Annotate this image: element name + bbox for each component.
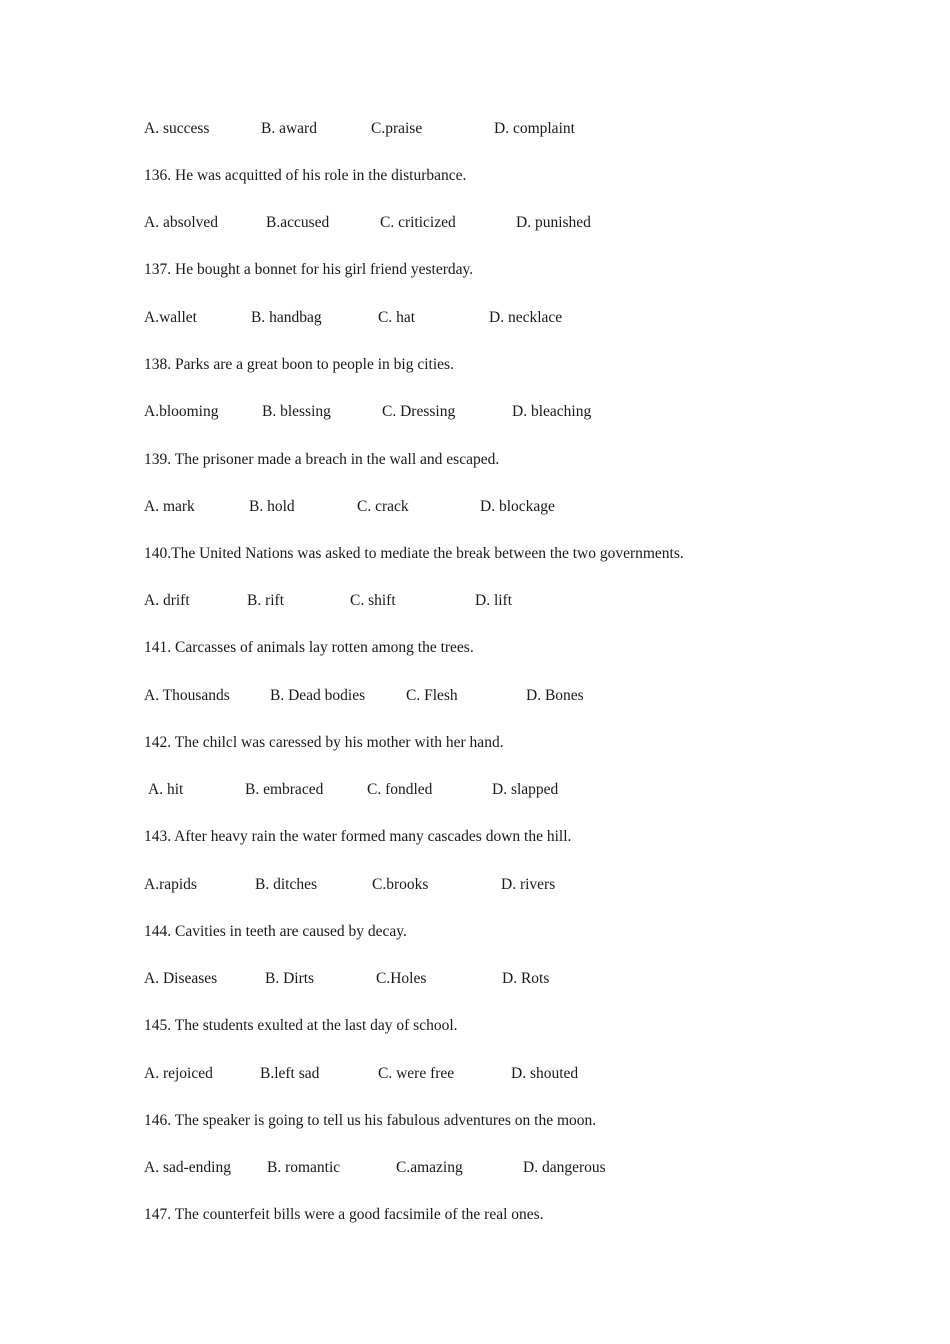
option-a: A. absolved [144, 214, 219, 231]
option-c: C. were free [378, 1065, 455, 1082]
option-d: D. Bones [526, 687, 584, 704]
option-d: D. dangerous [523, 1159, 606, 1176]
option-b: B. Dead bodies [270, 687, 366, 704]
option-b: B.left sad [260, 1065, 320, 1082]
option-b: B. romantic [267, 1159, 341, 1176]
option-a: A.wallet [144, 309, 197, 326]
option-a: A. Thousands [144, 687, 230, 704]
option-b: B. hold [249, 498, 295, 515]
question-140: 140.The United Nations was asked to mediate the break between the two governments. [144, 545, 684, 562]
option-b: B. embraced [245, 781, 324, 798]
option-a: A. mark [144, 498, 195, 515]
option-d: D. rivers [501, 876, 556, 893]
question-136: 136. He was acquitted of his role in the disturbance. [144, 167, 467, 184]
option-d: D. lift [475, 592, 513, 609]
question-146: 146. The speaker is going to tell us his fabulous adventures on the moon. [144, 1112, 597, 1129]
question-139: 139. The prisoner made a breach in the wall and escaped. [144, 451, 500, 468]
option-c: C. shift [350, 592, 396, 609]
option-b: B.accused [266, 214, 330, 231]
option-c: C.brooks [372, 876, 429, 893]
option-b: B. ditches [255, 876, 317, 893]
option-a: A. drift [144, 592, 190, 609]
option-c: C.praise [371, 120, 423, 137]
option-a: A. rejoiced [144, 1065, 213, 1082]
option-c: C. hat [378, 309, 416, 326]
option-c: C. criticized [380, 214, 456, 231]
question-142: 142. The chilcl was caressed by his mother with her hand. [144, 734, 504, 751]
question-144: 144. Cavities in teeth are caused by decay. [144, 923, 407, 940]
option-d: D. blockage [480, 498, 555, 515]
option-a: A. Diseases [144, 970, 218, 987]
option-a: A.rapids [144, 876, 197, 893]
option-d: D. bleaching [512, 403, 592, 420]
option-a: A.blooming [144, 403, 219, 420]
option-c: C. fondled [367, 781, 433, 798]
question-138: 138. Parks are a great boon to people in big cities. [144, 356, 454, 373]
option-b: B. rift [247, 592, 285, 609]
option-c: C. Dressing [382, 403, 456, 420]
question-137: 137. He bought a bonnet for his girl friend yesterday. [144, 261, 474, 278]
option-d: D. slapped [492, 781, 559, 798]
option-c: C.amazing [396, 1159, 463, 1176]
option-d: D. punished [516, 214, 591, 231]
option-b: B. handbag [251, 309, 322, 326]
option-b: B. award [261, 120, 317, 137]
option-d: D. Rots [502, 970, 550, 987]
question-143: 143. After heavy rain the water formed many cascades down the hill. [144, 828, 572, 845]
question-147: 147. The counterfeit bills were a good facsimile of the real ones. [144, 1206, 544, 1223]
option-b: B. blessing [262, 403, 331, 420]
option-a: A. success [144, 120, 210, 137]
option-c: C.Holes [376, 970, 427, 987]
option-c: C. crack [357, 498, 409, 515]
option-a: A. sad-ending [144, 1159, 231, 1176]
option-d: D. necklace [489, 309, 563, 326]
question-141: 141. Carcasses of animals lay rotten among the trees. [144, 639, 474, 656]
option-b: B. Dirts [265, 970, 315, 987]
option-c: C. Flesh [406, 687, 458, 704]
option-d: D. shouted [511, 1065, 579, 1082]
option-d: D. complaint [494, 120, 575, 137]
question-145: 145. The students exulted at the last day of school. [144, 1017, 458, 1034]
option-a: A. hit [148, 781, 184, 798]
